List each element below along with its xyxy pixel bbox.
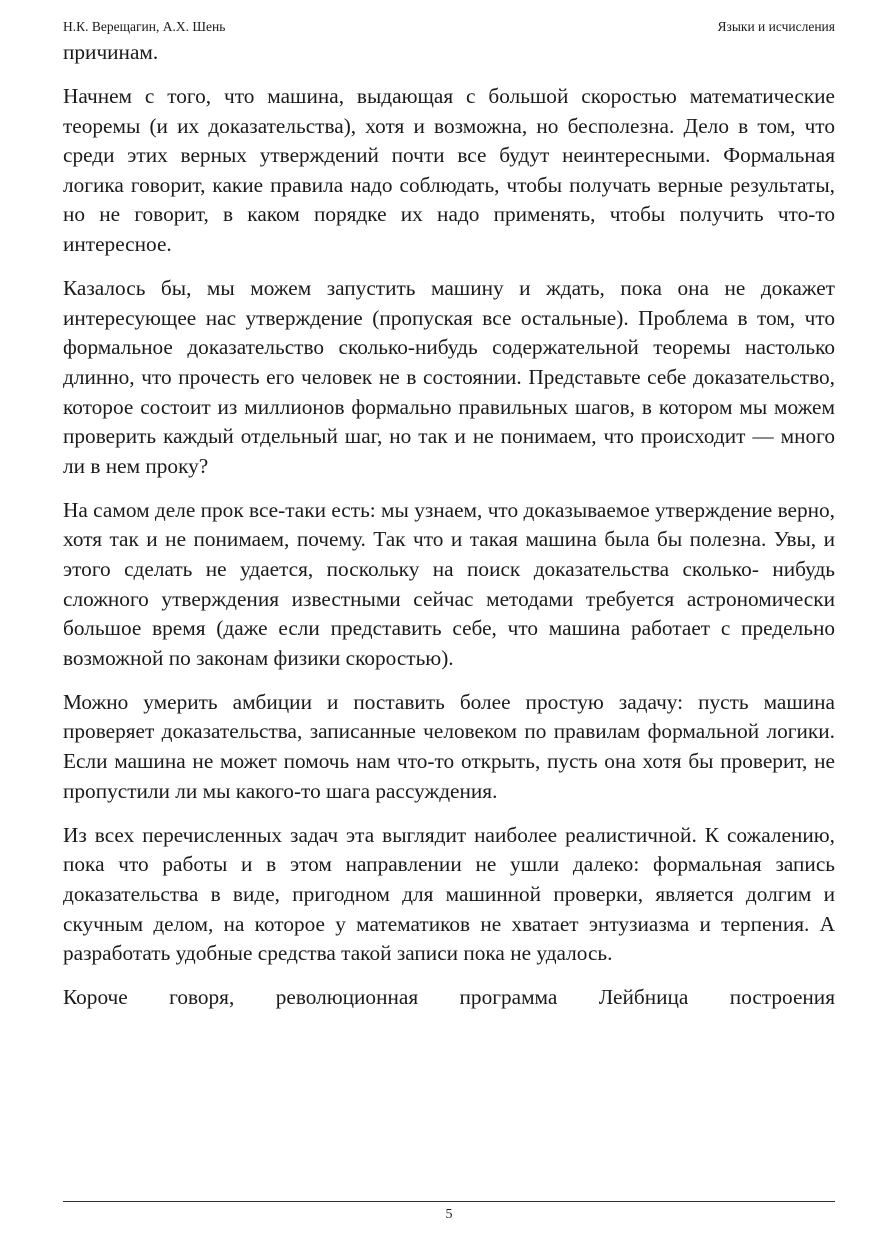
paragraph: Казалось бы, мы можем запустить машину и ждать, пока она не докажет интересующее нас утверждение (пропуская все остальные). Проблема в том, что формальное доказательство сколько-нибудь содержательной теоремы настолько длинно, что прочесть его человек не в состоянии. Представьте себе доказательство, которое состоит из миллионов формально правильных шагов, в котором мы можем проверить каждый отдельный шаг, но так и не понимаем, что происходит — много ли в нем проку? [63, 276, 835, 478]
paragraph: На самом деле прок все-таки есть: мы узнаем, что доказываемое утверждение верно, хотя так и не понимаем, почему. Так что и такая машина была бы полезна. Увы, и этого сделать не удается, поскольку на поиск доказательства сколько- нибудь сложного утверждения известными сейчас методами требуется астрономически большое время (даже если представить себе, что машина работает с предельно возможной по законам физики скоростью). [63, 497, 835, 670]
paragraph: Начнем с того, что машина, выдающая с большой скоростью математические теоремы (и их доказательства), хотя и возможна, но бесполезна. Дело в том, что среди этих верных утверждений почти все будут неинтересными. Формальная логика говорит, какие правила надо соблюдать, чтобы получать верные результаты, но не говорит, в каком порядке их надо применять, чтобы получить что-то интересное. [63, 84, 835, 257]
paragraph: Из всех перечисленных задач эта выглядит наиболее реалистичной. К сожалению, пока что работы и в этом направлении не ушли далеко: формальная запись доказательства в виде, пригодном для машинной проверки, является долгим и скучным делом, на которое у математиков не хватает энтузиазма и терпения. А разработать удобные средства такой записи пока не удалось. [63, 822, 835, 966]
paragraph: Можно умерить амбиции и поставить более простую задачу: пусть машина проверяет доказательства, записанные человеком по правилам формальной логики. Если машина не может помочь нам что-то открыть, пусть она хотя бы проверит, не пропустили ли мы какого-то шага рассуждения. [63, 689, 835, 803]
header-author: Н.К. Верещагин, А.Х. Шень [63, 19, 226, 34]
paragraph-continuation: причинам. [63, 40, 159, 64]
running-header [63, 18, 835, 36]
header-book-title: Языки и исчисления [717, 19, 835, 34]
footer-divider [63, 1201, 835, 1202]
page-number: 5 [445, 1207, 453, 1222]
paragraph-truncated: Короче говоря, революционная программа Лейбница построения [63, 985, 835, 1010]
page-body [63, 38, 835, 1013]
